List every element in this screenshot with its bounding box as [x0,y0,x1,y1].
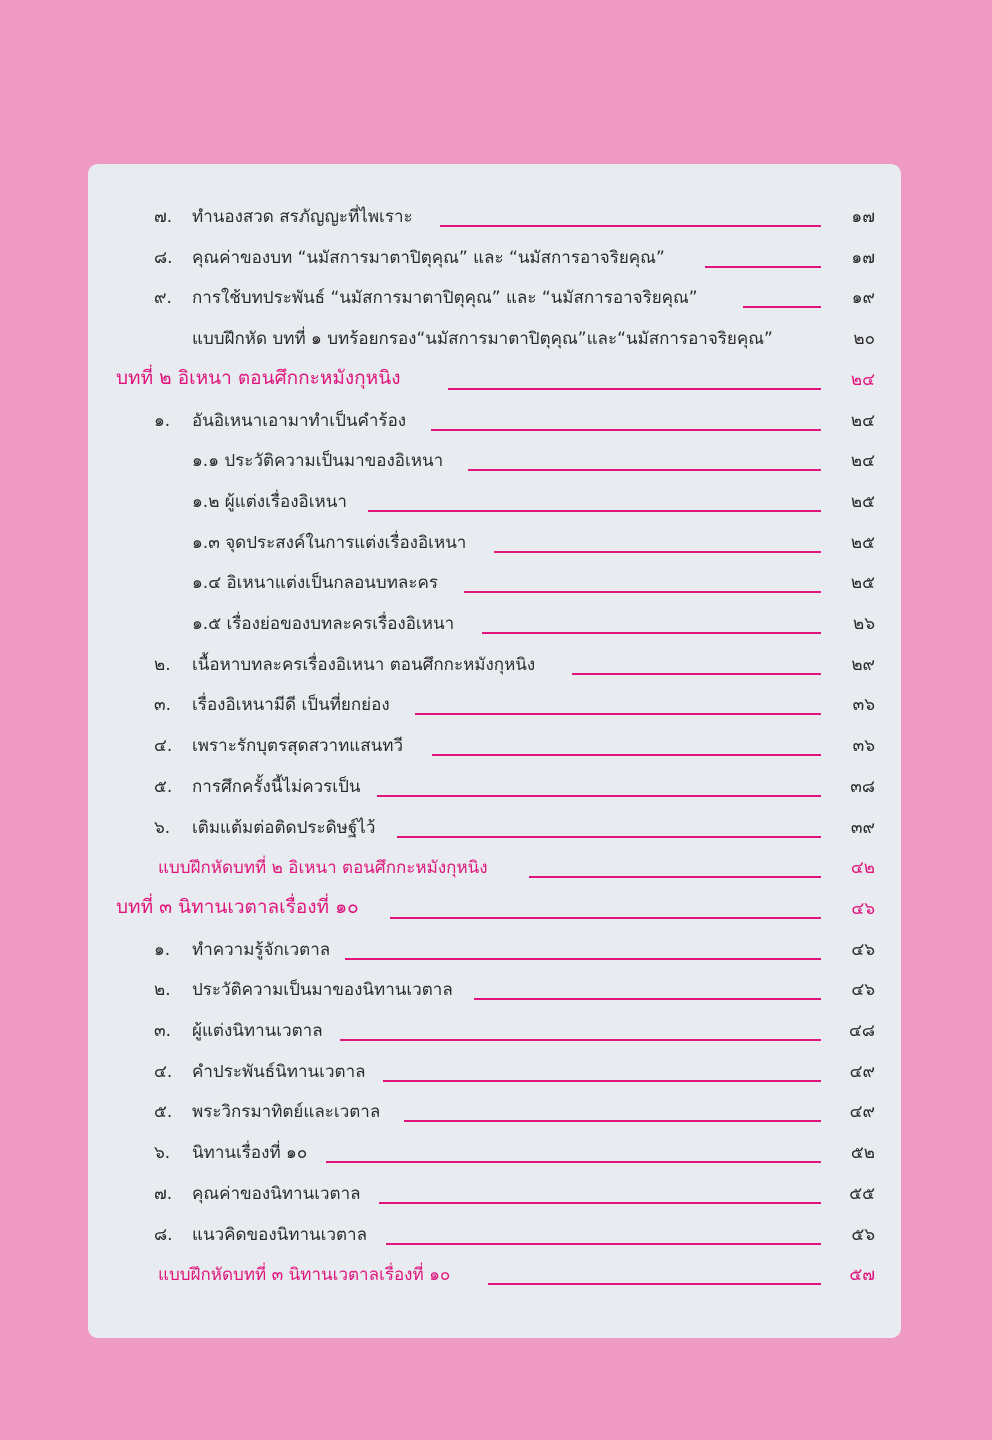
toc-entry-title: เติมแต้มต่อติดประดิษฐ์ไว้ [192,817,376,838]
toc-page-number: ๒๔ [850,410,875,431]
toc-entry-title: แนวคิดของนิทานเวตาล [192,1224,368,1245]
toc-page-number: ๒๖ [853,614,875,634]
toc-page-number: ๑๙ [851,288,875,309]
toc-entry[interactable] [88,530,901,560]
toc-page-number: ๒๔ [850,451,875,472]
toc-entry-title: เพราะรักบุตรสุดสวาทแสนทวี [192,736,404,757]
toc-page-number: ๔๙ [849,1061,875,1082]
toc-page-number: ๒๐ [853,329,875,350]
toc-entry-title: บทที่ ๓ นิทานเวตาลเรื่องที่ ๑๐ [116,895,359,918]
toc-entry[interactable] [88,285,901,315]
toc-entry[interactable] [88,1099,901,1129]
toc-leader-line [404,1120,821,1122]
toc-leader-line [474,998,821,1000]
toc-entry[interactable] [88,1222,901,1252]
toc-entry[interactable] [88,204,901,234]
toc-entry-number: ๙. [154,288,172,309]
toc-entry[interactable] [88,570,901,600]
toc-entry-title: ทำความรู้จักเวตาล [192,939,331,960]
toc-entry-title: การศึกครั้งนี้ไม่ควรเป็น [192,776,361,797]
toc-page-number: ๓๖ [852,695,875,716]
toc-entry[interactable] [88,977,901,1007]
toc-entry-number: ๖. [154,817,171,838]
toc-leader-line [397,836,821,838]
toc-entry[interactable] [88,1140,901,1170]
toc-entry-title: บทที่ ๒ อิเหนา ตอนศึกกะหมังกุหนิง [116,366,401,389]
toc-entry-number: ๓. [154,1021,172,1041]
toc-page-number: ๔๘ [849,1021,875,1041]
toc-entry-title: แบบฝึกหัดบทที่ ๓ นิทานเวตาลเรื่องที่ ๑๐ [158,1265,451,1286]
toc-entry[interactable] [88,245,901,275]
toc-leader-line [448,388,821,390]
toc-leader-line [377,795,821,797]
toc-leader-line [379,1202,821,1204]
toc-exercise-entry[interactable] [88,1262,901,1292]
toc-entry-title: พระวิกรมาทิตย์และเวตาล [192,1102,381,1123]
toc-leader-line [432,754,821,756]
toc-page-number: ๒๕ [850,532,875,553]
toc-entry-number: ๗. [154,207,173,227]
toc-entry-title: แบบฝึกหัดบทที่ ๒ อิเหนา ตอนศึกกะหมังกุหนิง [158,858,488,879]
toc-entry-number: ๑. [154,939,171,960]
toc-page-number: ๔๖ [851,980,875,1001]
toc-page-number: ๑๗ [851,247,875,268]
toc-exercise-entry[interactable] [88,855,901,885]
toc-entry-number: ๒. [154,980,171,1001]
toc-entry-number: ๕. [154,1102,173,1123]
toc-leader-line [415,713,821,715]
toc-entry-title: คุณค่าของบท “นมัสการมาตาปิตุคุณ” และ “นมัสการอาจริยคุณ” [192,247,665,268]
toc-page-number: ๓๘ [850,776,875,797]
toc-leader-line [464,591,821,593]
toc-entry-number: ๔. [154,1061,173,1082]
toc-entry-title: คุณค่าของนิทานเวตาล [192,1183,361,1204]
toc-entry-title: การใช้บทประพันธ์ “นมัสการมาตาปิตุคุณ” และ “นมัสการอาจริยคุณ” [192,288,698,309]
toc-entry-title: ๑.๕ เรื่องย่อของบทละครเรื่องอิเหนา [192,614,455,634]
toc-entry-number: ๘. [154,1224,173,1245]
toc-leader-line [488,1283,821,1285]
toc-leader-line [386,1243,821,1245]
toc-entry-title: ๑.๓ จุดประสงค์ในการแต่งเรื่องอิเหนา [192,532,467,553]
toc-page-number: ๕๕ [849,1183,875,1204]
toc-entry[interactable] [88,774,901,804]
toc-leader-line [572,673,821,675]
toc-entry-number: ๖. [154,1143,171,1164]
toc-page-number: ๒๔ [850,369,875,390]
table-of-contents-card [88,164,901,1338]
toc-entry[interactable] [88,652,901,682]
toc-leader-line [326,1161,821,1163]
toc-page-number: ๕๗ [849,1265,875,1286]
toc-entry[interactable] [88,1018,901,1048]
toc-page-number: ๔๖ [851,939,875,960]
toc-entry-title: แบบฝึกหัด บทที่ ๑ บทร้อยกรอง“นมัสการมาตาปิตุคุณ”และ“นมัสการอาจริยคุณ” [192,329,773,350]
toc-entry-number: ๓. [154,695,172,716]
toc-entry-title: ๑.๑ ประวัติความเป็นมาของอิเหนา [192,451,444,472]
toc-entry-title: ๑.๔ อิเหนาแต่งเป็นกลอนบทละคร [192,573,438,594]
toc-entry[interactable] [88,937,901,967]
toc-page-number: ๓๙ [850,817,875,838]
toc-entry-title: อันอิเหนาเอามาทำเป็นคำร้อง [192,410,407,431]
toc-page-number: ๒๕ [850,573,875,594]
toc-page-number: ๓๖ [852,736,875,757]
toc-entry[interactable] [88,1059,901,1089]
toc-page-number: ๒๕ [850,491,875,512]
toc-leader-line [468,469,821,471]
toc-entry-title: เนื้อหาบทละครเรื่องอิเหนา ตอนศึกกะหมังกุหนิง [192,654,536,675]
toc-leader-line [743,306,821,308]
toc-entry-number: ๘. [154,247,173,268]
toc-page-number: ๔๙ [849,1102,875,1123]
toc-leader-line [340,1039,821,1041]
toc-entry-title: ผู้แต่งนิทานเวตาล [192,1021,323,1041]
toc-entry-number: ๔. [154,736,173,757]
toc-entry[interactable] [88,815,901,845]
toc-leader-line [494,551,821,553]
toc-entry-title: เรื่องอิเหนามีดี เป็นที่ยกย่อง [192,695,390,716]
toc-entry-title: นิทานเรื่องที่ ๑๐ [192,1143,308,1164]
toc-leader-line [431,429,821,431]
toc-entry[interactable] [88,692,901,722]
toc-entry-title: ๑.๒ ผู้แต่งเรื่องอิเหนา [192,491,347,512]
toc-entry[interactable] [88,326,901,356]
toc-entry[interactable] [88,611,901,641]
toc-entry-title: คำประพันธ์นิทานเวตาล [192,1061,366,1082]
toc-entry[interactable] [88,1181,901,1211]
toc-entry-number: ๗. [154,1183,173,1204]
toc-leader-line [345,958,821,960]
toc-entry-title: ประวัติความเป็นมาของนิทานเวตาล [192,980,453,1001]
toc-entry-number: ๑. [154,410,171,431]
toc-page-number: ๕๒ [850,1143,875,1164]
toc-page-number: ๔๒ [850,858,875,879]
toc-leader-line [705,266,821,268]
toc-entry-number: ๕. [154,776,173,797]
toc-leader-line [390,917,821,919]
toc-page-number: ๔๖ [851,898,875,919]
toc-chapter-heading[interactable] [88,367,901,397]
toc-entry-number: ๒. [154,654,171,675]
toc-entry[interactable] [88,448,901,478]
toc-leader-line [368,510,821,512]
toc-page-number: ๑๗ [851,207,875,227]
toc-leader-line [482,632,821,634]
toc-entry[interactable] [88,733,901,763]
toc-page-number: ๕๖ [851,1224,875,1245]
toc-entry-title: ทำนองสวด สรภัญญะที่ไพเราะ [192,207,413,227]
toc-leader-line [529,876,821,878]
toc-leader-line [383,1080,821,1082]
toc-leader-line [440,225,821,227]
toc-page-number: ๒๙ [851,654,875,675]
toc-entry[interactable] [88,489,901,519]
toc-chapter-heading[interactable] [88,896,901,926]
toc-entry[interactable] [88,408,901,438]
